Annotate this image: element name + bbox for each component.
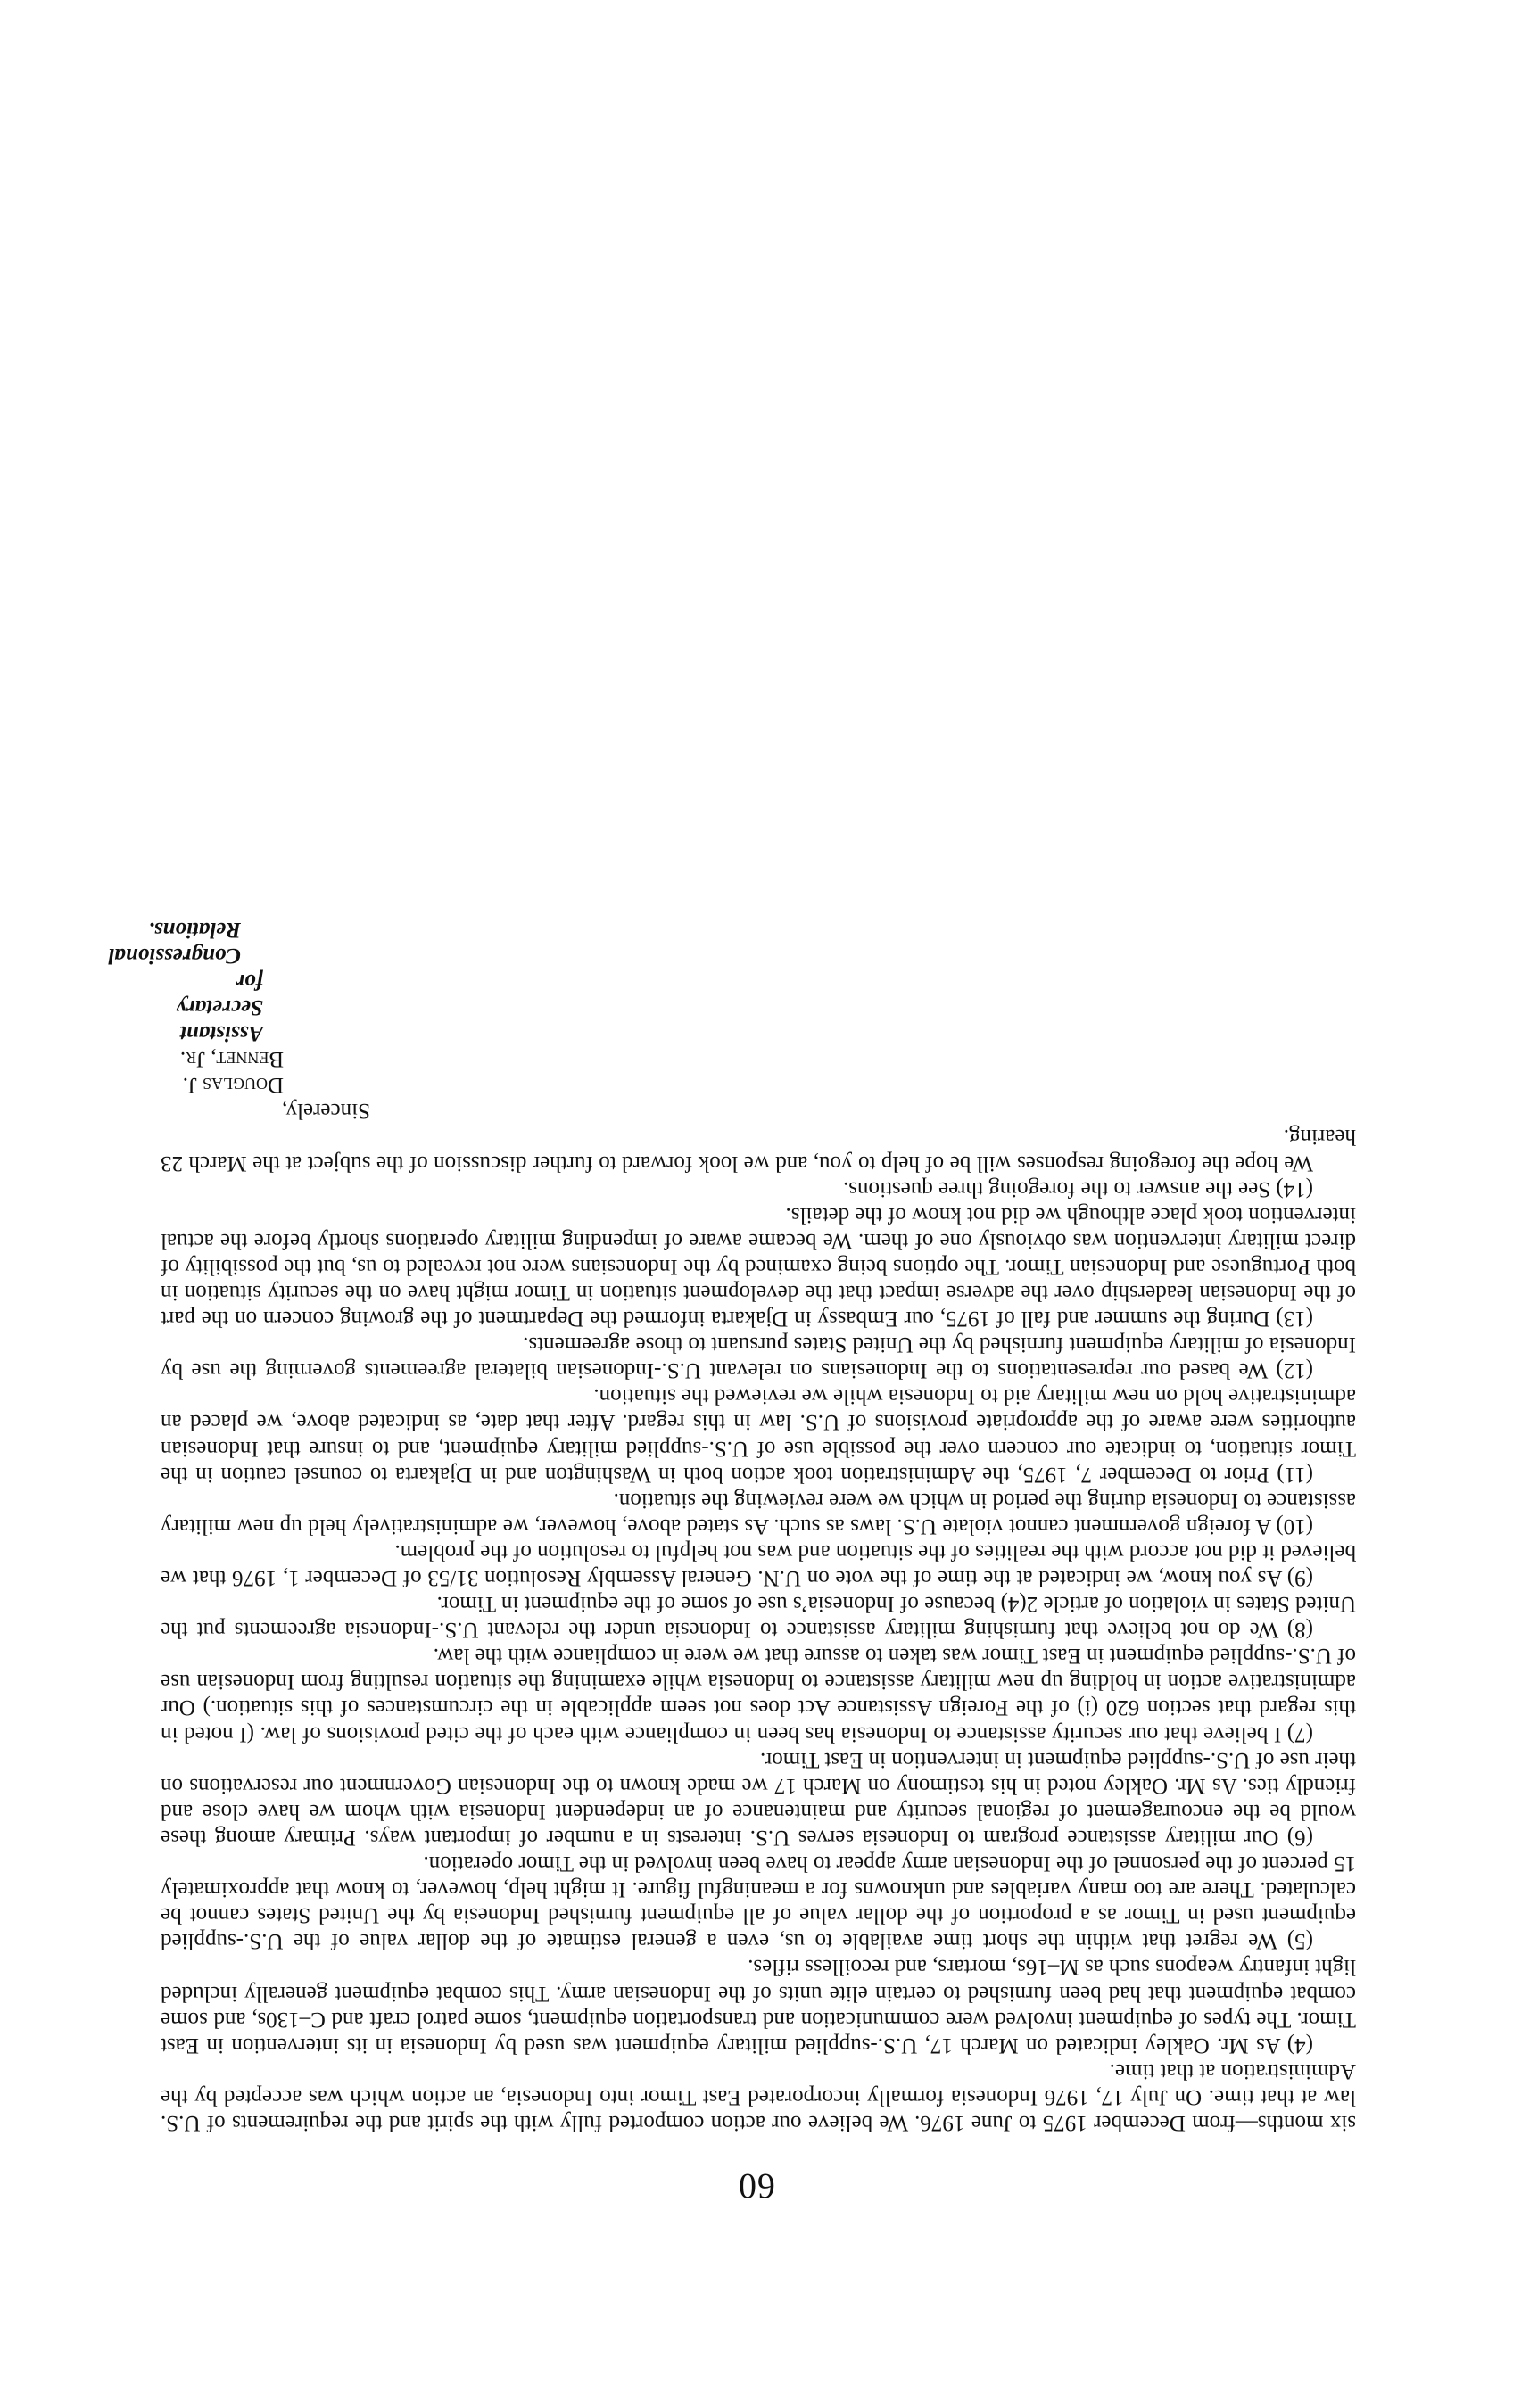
paragraph-continuation: six months—from December 1975 to June 1976. We believe our action comported fully with the spirit and the requirements of U.S. law at that time. On July 17, 1976 Indonesia formally incorporated East Timor into Indonesia, an action which was accepted by the Administration at that time. xyxy=(161,2058,1356,2135)
signature-block xyxy=(108,917,1356,1125)
paragraph-10: (10) A foreign government cannot violate U.S. laws as such. As stated above, however, we administratively held up new military assistance to Indonesia during the period in which we were reviewing the situation. xyxy=(161,1488,1356,1538)
signer-title: Assistant Secretary for xyxy=(176,969,263,1046)
signer-office: Congressional Relations. xyxy=(108,917,241,968)
closing-paragraph: We hope the foregoing responses will be of help to you, and we look forward to further discussion of the subject at the March 23 hearing. xyxy=(161,1125,1356,1175)
letter-body xyxy=(108,917,1356,2136)
paragraph-4: (4) As Mr. Oakley indicated on March 17, U.S.-supplied military equipment was used by Indonesia in its intervention in East Timor. The types of equipment involved were communication and transportation equipment, some patrol craft and C–130s, and some combat equipment that had been furnished to certain elite units of the Indonesian army. This combat equipment generally included light infantry weapons such as M–16s, mortars, and recoilless rifles. xyxy=(161,1955,1356,2058)
paragraph-14: (14) See the answer to the foregoing three questions. xyxy=(843,1176,1313,1201)
page-number: 60 xyxy=(738,2166,775,2206)
paragraph-6: (6) Our military assistance program to Indonesia serves U.S. interests in a number of important ways. Primary among these would be the encouragement of regional security and maintenance of an independent Indonesia with whom we have close and friendly ties. As Mr. Oakley noted in his testimony on March 17 we made known to the Indonesian Government our reservations on their use of U.S.-supplied equipment in intervention in East Timor. xyxy=(161,1747,1356,1850)
salutation: Sincerely, xyxy=(281,1099,370,1124)
paragraph-12: (12) We based our representations to the Indonesians on relevant U.S.-Indonesian bilateral agreements governing the use by Indonesia of military equipment furnished by the United States pursuant to those agreements. xyxy=(161,1332,1356,1383)
paragraph-11: (11) Prior to December 7, 1975, the Administration took action both in Washington and in Djakarta to counsel caution in the Timor situation, to indicate our concern over the possible use of U.S.-supplied military equipment, and to insure that Indonesian authorities were aware of the appropriate provisions of U.S. law in this regard. After that date, as indicated above, we placed an administrative hold on new military aid to Indonesia while we reviewed the situation. xyxy=(161,1384,1356,1487)
paragraph-7: (7) I believe that our security assistance to Indonesia has been in compliance with each of the cited provisions of law. (I noted in this regard that section 620 (i) of the Foreign Assistance Act does not seem applicable in the circumstances of this situation.) Our administrative action in holding up new military assistance to Indonesia while examining the situation resulting from Indonesian use of U.S.-supplied equipment in East Timor was taken to assure that we were in compliance with the law. xyxy=(161,1644,1356,1746)
paragraph-13: (13) During the summer and fall of 1975, our Embassy in Djakarta informed the Department of the growing concern on the part of the Indonesian leadership over the adverse impact that the development situation in Timor might have on the security situation in both Portuguese and Indonesian Timor. The options being examined by the Indonesians were not revealed to us, but the possibility of direct military intervention was obviously one of them. We became aware of impending military operations shortly before the actual intervention took place although we did not know of the details. xyxy=(161,1202,1356,1332)
paragraph-5: (5) We regret that within the short time available to us, even a general estimate of the dollar value of the U.S.-supplied equipment used in Timor as a proportion of the dollar value of all equipment furnished Indonesia by the United States cannot be calculated. There are too many variables and unknowns for a meaningful figure. It might help, however, to know that approximately 15 percent of the personnel of the Indonesian army appear to have been involved in the Timor operation. xyxy=(161,1851,1356,1954)
paragraph-9: (9) As you know, we indicated at the time of the vote on U.N. General Assembly Resolution 31/53 of December 1, 1976 that we believed it did not accord with the realities of the situation and was not helpful to resolution of the problem. xyxy=(161,1539,1356,1591)
paragraph-8: (8) We do not believe that furnishing military assistance to Indonesia under the relevant U.S.-Indonesia agreements put the United States in violation of article 2(4) because of Indonesia’s use of some of the equipment in Timor. xyxy=(161,1592,1356,1643)
signer-name: Douglas J. Bennet, Jr. xyxy=(179,1047,284,1098)
